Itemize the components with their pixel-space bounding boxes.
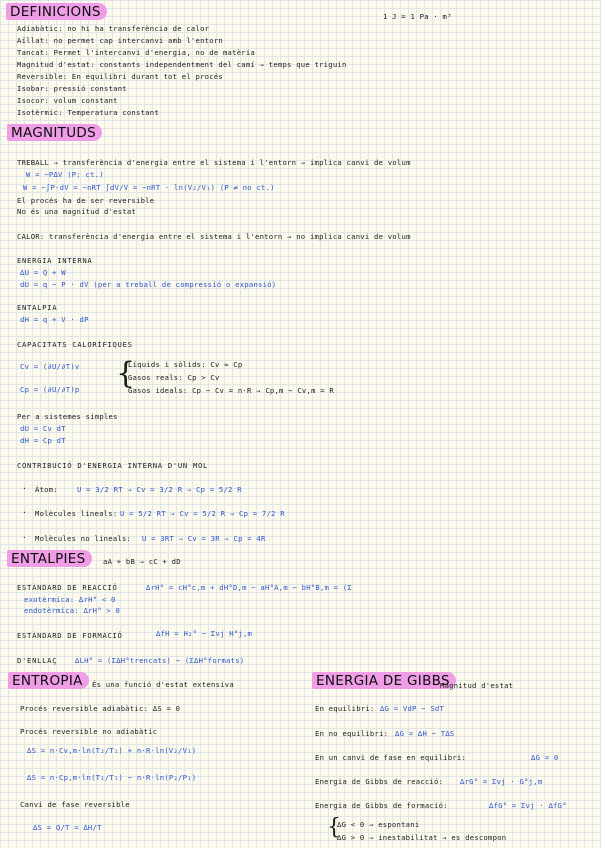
entropia-item: Procés reversible no adiabàtic	[20, 727, 158, 736]
estandard-reaccio-label: ESTÀNDARD DE REACCIÓ	[17, 583, 118, 592]
energia-interna-eq-1: ∆U = Q + W	[20, 268, 66, 277]
gibbs-subtitle: Magnitud d'estat	[440, 681, 514, 690]
section-title-gibbs: ENERGIA DE GIBBS	[312, 672, 456, 689]
treball-note-2: No és una magnitud d'estat	[17, 207, 137, 216]
entropia-eq-2: ∆S = n·Cp,m·ln(T₂/T₁) − n·R·ln(P₂/P₁)	[27, 773, 197, 782]
gibbs-case: ∆G > 0 → inestabilitat → es descompon	[337, 833, 507, 842]
contribucio-eq: U = 5/2 RT → Cv = 5/2 R → Cp = 7/2 R	[120, 509, 285, 518]
contribucio-label: Molècules no lineals:	[35, 534, 132, 543]
gibbs-label: Energia de Gibbs de reacció:	[315, 777, 444, 786]
estandard-reaccio-eq: ∆rH° = cH°c,m + dH°D,m − aH°A,m − bH°B,m = (Σ	[146, 583, 352, 592]
capacitat-case: Gasos reals: Cp > Cv	[128, 373, 220, 382]
entalpia-eq: dH = q + V · dP	[20, 315, 89, 324]
treball-eq-1: W = −P∆V (P: ct.)	[26, 170, 104, 179]
contribucio-label: Àtom:	[35, 485, 58, 494]
brace-icon: {	[327, 815, 341, 840]
contribucio-eq: U = 3/2 RT → Cv = 3/2 R → Cp = 5/2 R	[77, 485, 242, 494]
capacitat-case: Gasos ideals: Cp − Cv = n·R → Cp,m − Cv,m = R	[128, 386, 334, 395]
contribucio-label: Molècules lineals:	[35, 509, 118, 518]
simples-eq-2: dH = Cp dT	[20, 436, 66, 445]
entropia-item: Procés reversible adiabàtic: ∆S = 0	[20, 704, 181, 713]
definition-item: Isotèrmic: Temperatura constant	[17, 108, 159, 117]
gibbs-eq: ∆G = VdP − SdT	[380, 704, 445, 713]
definition-item: Reversible: En equilibri durant tot el procés	[17, 72, 223, 81]
definition-item: Magnitud d'estat: constants independentment del camí → temps que triguin	[17, 60, 347, 69]
enllac-label: D'ENLLAÇ	[17, 656, 58, 665]
simples-eq-1: dU = Cv dT	[20, 424, 66, 433]
gibbs-case: ∆G < 0 → espontani	[337, 820, 420, 829]
bullet-icon: ·	[22, 508, 27, 517]
gibbs-eq: ∆G = 0	[531, 753, 559, 762]
bullet-icon: ·	[22, 533, 27, 542]
capacitat-case: Líquids i sòlids: Cv ≈ Cp	[128, 360, 243, 369]
treball-line: TREBALL → transferència d'energia entre el sistema i l'entorn → implica canvi de volum	[17, 158, 411, 167]
gibbs-eq: ∆rG° = Σνj · G°j,m	[460, 777, 543, 786]
cv-formula: Cv = (∂U/∂T)v	[20, 362, 80, 371]
enllac-eq: ∆LH° = (Σ∆H°trencats) − (Σ∆H°formats)	[75, 656, 245, 665]
gibbs-eq: ∆fG° = Σνj · ∆fG°	[489, 801, 567, 810]
definition-item: Isobar: pressió constant	[17, 84, 127, 93]
exotermica: exotèrmica: ∆rH° < 0	[24, 595, 116, 604]
joule-definition: 1 J = 1 Pa · m³	[383, 12, 452, 21]
gibbs-label: En equilibri:	[315, 704, 375, 713]
energia-interna-eq-2: dU = q − P · dV (per a treball de compressió o expansió)	[20, 280, 277, 289]
bullet-icon: ·	[22, 484, 27, 493]
treball-note-1: El procés ha de ser reversible	[17, 196, 155, 205]
capacitats-heading: CAPACITATS CALORÍFIQUES	[17, 340, 133, 349]
section-title-entropia: ENTROPIA	[8, 672, 89, 689]
gibbs-label: En no equilibri:	[315, 729, 389, 738]
cp-formula: Cp = (∂U/∂T)p	[20, 385, 80, 394]
section-title-entalpies: ENTALPIES	[7, 550, 92, 567]
estandard-formacio-eq: ∆fH = H₂° − Σνj H°j,m	[156, 629, 253, 638]
simples-heading: Per a sistemes simples	[17, 412, 118, 421]
section-title-definicions: DEFINICIONS	[6, 3, 107, 20]
definition-item: Tancat: Permet l'intercanvi d'energia, no de matèria	[17, 48, 256, 57]
calor-line: CALOR: transferència d'energia entre el sistema i l'entorn → no implica canvi de volum	[17, 232, 411, 241]
section-title-magnituds: MAGNITUDS	[7, 124, 102, 141]
gibbs-label: En un canvi de fase en equilibri:	[315, 753, 467, 762]
contribucio-eq: U = 3RT → Cv = 3R → Cp = 4R	[142, 534, 266, 543]
endotermica: endotèrmica: ∆rH° > 0	[24, 606, 121, 615]
definition-item: Aïllat: no permet cap intercanvi amb l'entorn	[17, 36, 223, 45]
definition-item: Adiabàtic: no hi ha transferència de calor	[17, 24, 210, 33]
gibbs-eq: ∆G = ∆H − T∆S	[395, 729, 455, 738]
gibbs-label: Energia de Gibbs de formació:	[315, 801, 448, 810]
reaction-equation: aA + bB → cC + dD	[103, 557, 181, 566]
canvi-fase: Canvi de fase reversible	[20, 800, 130, 809]
energia-interna-heading: ENERGIA INTERNA	[17, 256, 93, 265]
entalpia-heading: ENTALPIA	[17, 303, 58, 312]
entropia-eq-3: ∆S = Q/T = ∆H/T	[33, 823, 102, 832]
entropia-eq-1: ∆S = n·Cv,m·ln(T₂/T₁) + n·R·ln(V₂/V₁)	[27, 746, 197, 755]
entropia-subtitle: És una funció d'estat extensiva	[92, 680, 234, 689]
estandard-formacio-label: ESTÀNDARD DE FORMACIÓ	[17, 631, 123, 640]
contribucio-heading: CONTRIBUCIÓ D'ENERGIA INTERNA D'UN MOL	[17, 461, 209, 470]
brace-icon: {	[116, 356, 136, 391]
definition-item: Isocor: volum constant	[17, 96, 118, 105]
treball-eq-2: W = −∫P·dV = −nRT ∫dV/V = −nRT · ln(V₂/V₁) (P ≠ no ct.)	[23, 183, 275, 192]
